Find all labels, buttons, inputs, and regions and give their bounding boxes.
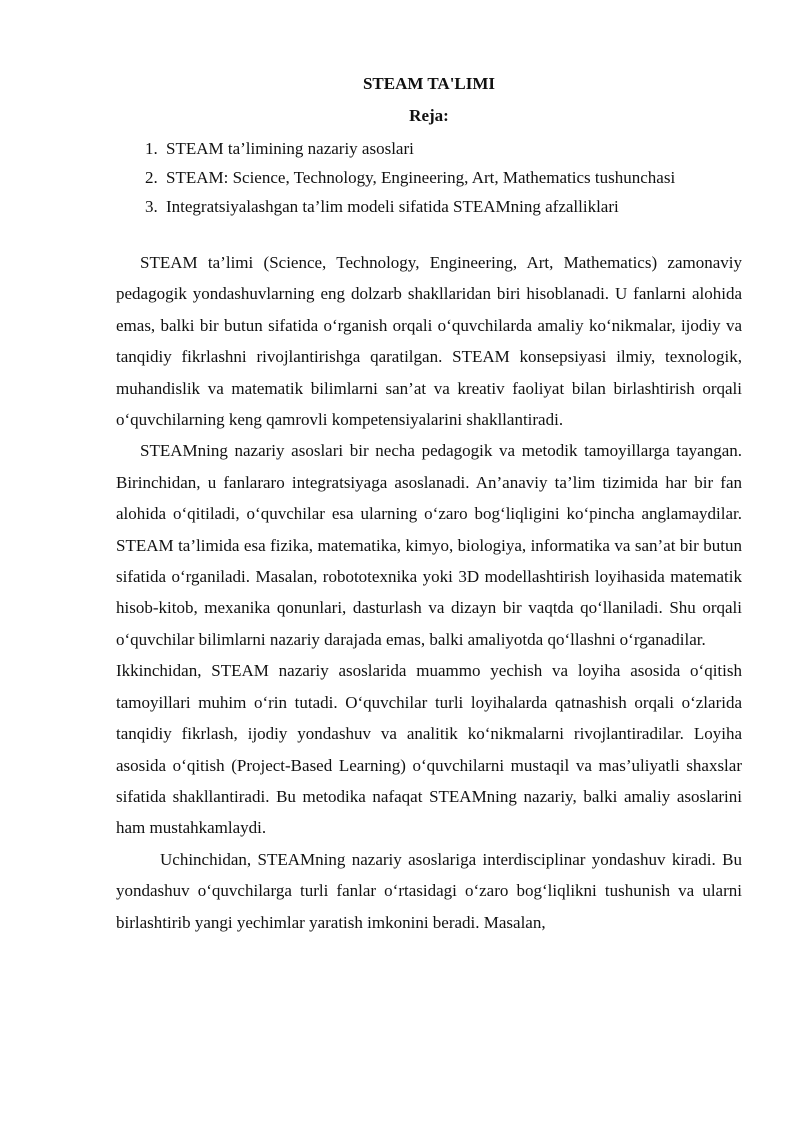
paragraph-third: Uchinchidan, STEAMning nazariy asoslariga interdisciplinar yondashuv kiradi. Bu yondashuv o‘quvchilarga turli fanlar o‘rtasidagi o‘zaro bog‘liqlikni tushunish va ularni birlashtirib yangi yechimlar yaratish imkonini beradi. Masalan, [116,849,742,932]
plan-heading: Reja: [409,106,449,125]
plan-item: 2. STEAM: Science, Technology, Engineering, Art, Mathematics tushunchasi [162,163,742,192]
paragraph-intro: STEAM ta’limi (Science, Technology, Engineering, Art, Mathematics) zamonaviy pedagogik yondashuvlarning eng dolzarb shakllaridan biri hisoblanadi. U fanlarni alohida emas, balki bir butun sifatida o‘rganish orqali o‘quvchilarda amaliy ko‘nikmalar, ijodiy va tanqidiy fikrlashni rivojlantirishga qaratilgan. STEAM konsepsiyasi ilmiy, texnologik, muhandislik va matematik bilimlarni san’at va kreativ faoliyat bilan birlashtirish orqali o‘quvchilarning keng qamrovli kompetensiyalarini shakllantiradi. [116,253,742,430]
plan-list [116,134,742,221]
paragraph-second: Ikkinchidan, STEAM nazariy asoslarida muammo yechish va loyiha asosida o‘qitish tamoyillari muhim o‘rin tutadi. O‘quvchilar turli loyihalarda qatnashish orqali o‘zlarida tanqidiy fikrlash, ijodiy yondashuv va analitik ko‘nikmalarni rivojlantiradilar. Loyiha asosida o‘qitish (Project-Based Learning) o‘quvchilarni mustaqil va mas’uliyatli shaxslar sifatida shakllantiradi. Bu metodika nafaqat STEAMning nazariy, balki amaliy asoslarini ham mustahkamlaydi. [116,661,742,838]
paragraph-theory: STEAMning nazariy asoslari bir necha pedagogik va metodik tamoyillarga tayangan. Birinchidan, u fanlararo integratsiyaga asoslanadi. An’anaviy ta’lim tizimida har bir fan alohida o‘qitiladi, o‘quvchilar esa ularning o‘zaro bog‘liqligini ko‘pincha anglamaydilar. STEAM ta’limida esa fizika, matematika, kimyo, biologiya, informatika va san’at bir butun sifatida o‘rganiladi. Masalan, robototexnika yoki 3D modellashtirish loyihasida matematik hisob-kitob, mexanika qonunlari, dasturlash va dizayn bir vaqtda qo‘llaniladi. Shu orqali o‘quvchilar bilimlarni nazariy darajada emas, balki amaliyotda qo‘llashni o‘rganadilar. [116,441,742,649]
plan-item: 3. Integratsiyalashgan ta’lim modeli sifatida STEAMning afzalliklari [162,192,742,221]
document-title: STEAM TA'LIMI [362,74,496,93]
plan-item: 1. STEAM ta’limining nazariy asoslari [162,134,742,163]
document-page [116,74,742,938]
